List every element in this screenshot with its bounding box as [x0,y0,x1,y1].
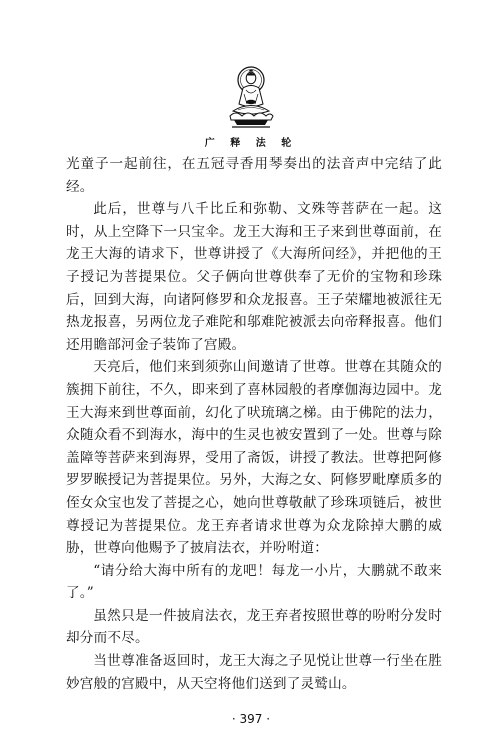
paragraph: 虽然只是一件披肩法衣，龙王弃者按照世尊的吩咐分发时却分而不尽。 [66,607,442,647]
paragraph-quote: “请分给大海中所有的龙吧！每龙一小片，大鹏就不敢来了。” [66,562,442,602]
paragraph: 当世尊准备返回时，龙王大海之子见悦让世尊一行坐在胜妙宫般的宫殿中，从天空将他们送到了灵鹫山。 [66,653,442,692]
paragraph: 天亮后，他们来到须弥山间邀请了世尊。世尊在其随众的簇拥下前往，不久，即来到了喜林园般的者摩伽海边园中。龙王大海来到世尊面前，幻化了吠琉璃之梯。由于佛陀的法力，众随众看不到海水，海中的生灵也被安置到了一处。世尊与除盖障等菩萨来到海界，受用了斋饭，讲授了教法。世尊把阿修罗罗睺授记为菩提果位。另外，大海之女、阿修罗毗摩质多的侄女众宝也发了菩提之心，她向世尊敬献了珍珠项链后，被世尊授记为菩提果位。龙王弃者请求世尊为众龙除掉大鹏的威胁，世尊向他赐予了披肩法衣，并吩咐道： [66,359,442,557]
paragraph: 光童子一起前往，在五冠寻香用琴奏出的法音声中完结了此经。 [66,156,442,195]
paragraph: 此后，世尊与八千比丘和弥勒、文殊等菩萨在一起。这时，从上空降下一只宝伞。龙王大海和王子来到世尊面前，在龙王大海的请求下，世尊讲授了《大海所问经》，并把他的王子授记为菩提果位。父子俩向世尊供奉了无价的宝物和珍珠后，回到大海，向诸阿修罗和众龙报喜。王子荣耀地被派往无热龙报喜，另两位龙子难陀和邬难陀被派去向帝释报喜。他们还用瞻部河金子装饰了宫殿。 [66,201,442,353]
page-number: · 397 · [231,712,271,726]
page-header [0,64,502,149]
body-text [66,153,442,695]
seated-buddha-icon [222,64,280,130]
running-header-title: 广 释 法 轮 [204,138,298,149]
